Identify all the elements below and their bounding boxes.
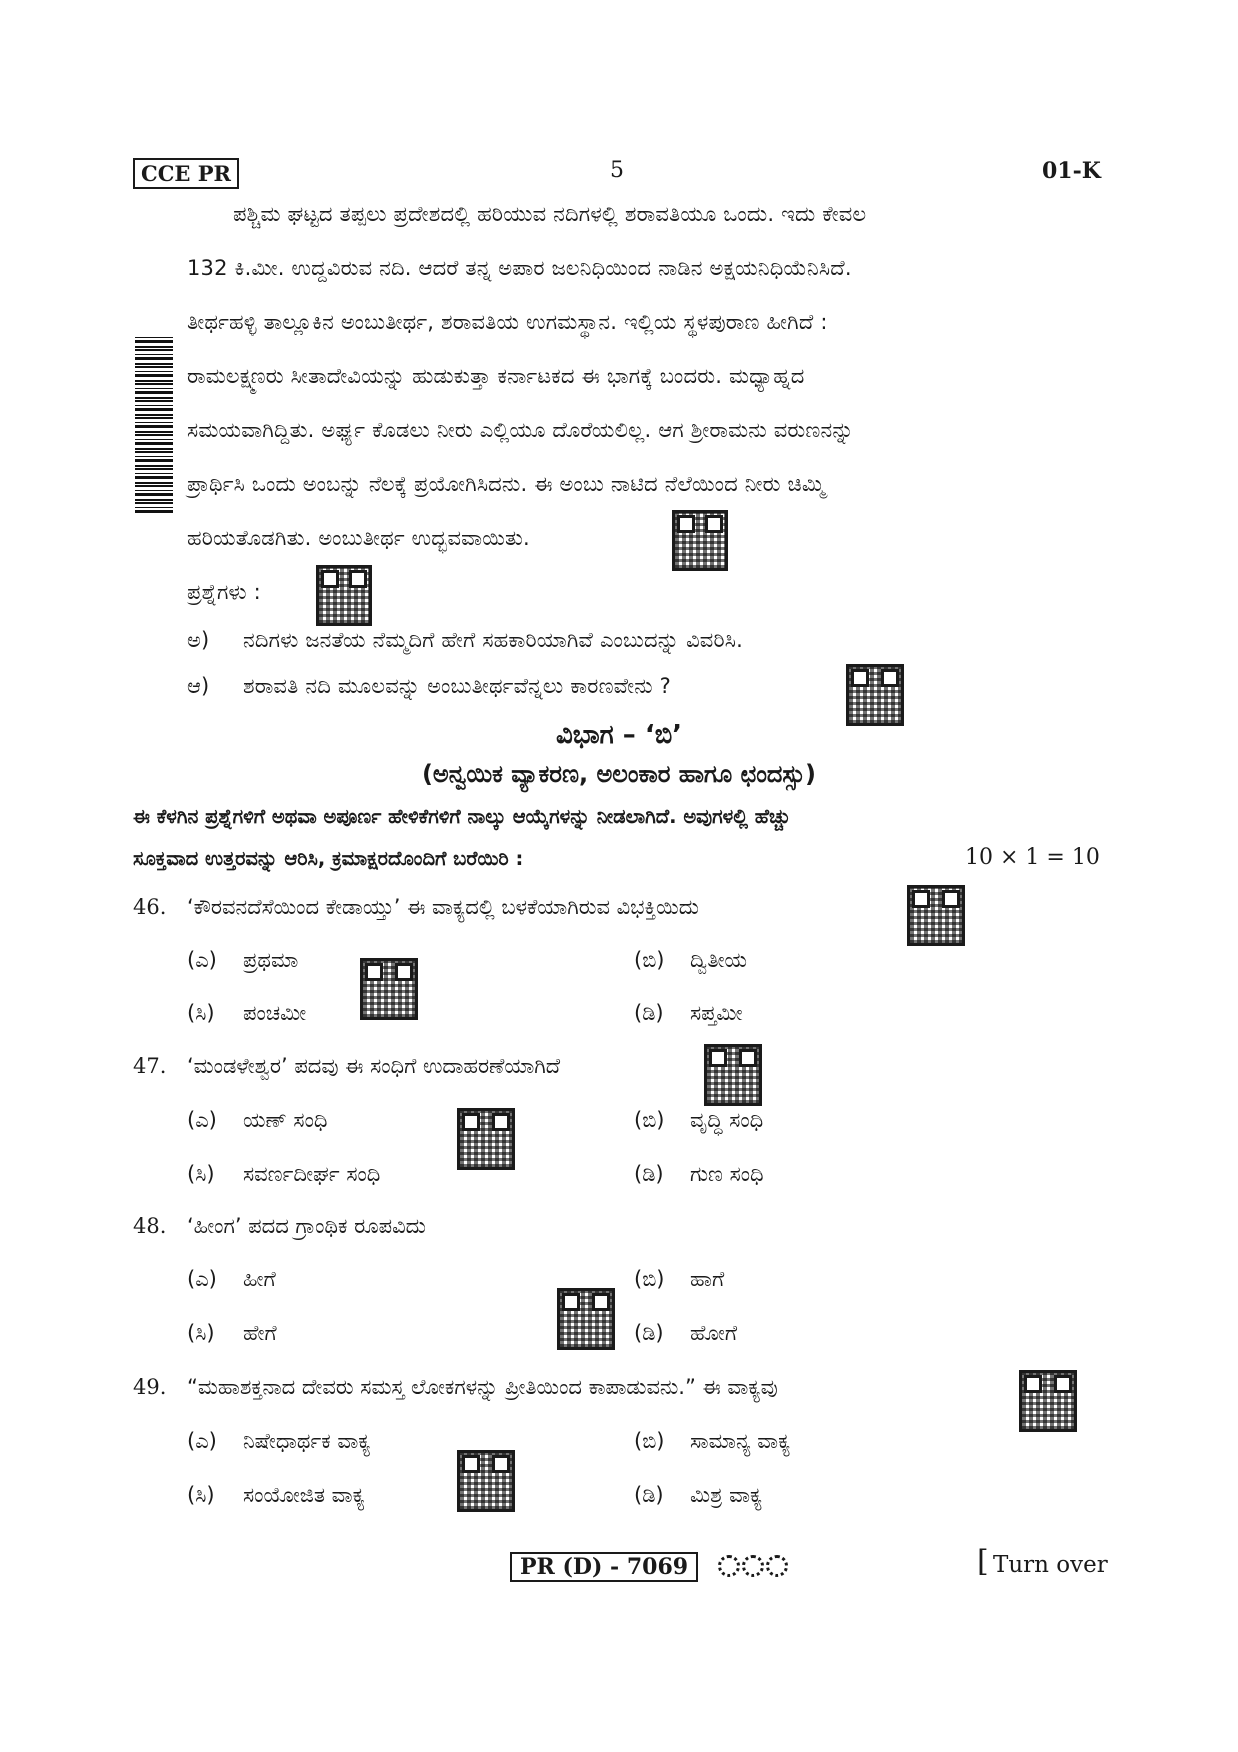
option-text: ಸಂಯೋಜಿತ ವಾಕ್ಯ <box>243 1483 365 1507</box>
option-text: ಹೋಗೆ <box>690 1321 738 1345</box>
question-number: 47. <box>133 1054 167 1078</box>
qr-code-icon <box>672 510 728 571</box>
question-marker: ಆ) <box>187 674 210 698</box>
option-text: ಮಿಶ್ರ ವಾಕ್ಯ <box>690 1483 763 1507</box>
option-marker: (ಡಿ) <box>634 1001 664 1025</box>
page-number: 5 <box>610 158 624 183</box>
option-marker: (ಎ) <box>187 1429 217 1453</box>
header-left-box: CCE PR <box>133 158 239 189</box>
option-marker: (ಸಿ) <box>187 1321 215 1345</box>
question-text: ನದಿಗಳು ಜನತೆಯ ನೆಮ್ಮದಿಗೆ ಹೇಗೆ ಸಹಕಾರಿಯಾಗಿವೆ ಎಂಬುದನ್ನು ವಿವರಿಸಿ. <box>243 628 744 652</box>
barcode-icon <box>135 335 173 513</box>
option-marker: (ಡಿ) <box>634 1483 664 1507</box>
option-marker: (ಬಿ) <box>634 1267 665 1291</box>
option-marker: (ಬಿ) <box>634 948 665 972</box>
option-text: ವೃದ್ಧಿ ಸಂಧಿ <box>690 1108 764 1132</box>
question-text: ‘ಮಂಡಳೇಶ್ವರ’ ಪದವು ಈ ಸಂಧಿಗೆ ಉದಾಹರಣೆಯಾಗಿದೆ <box>187 1054 561 1078</box>
instruction-line: ಸೂಕ್ತವಾದ ಉತ್ತರವನ್ನು ಆರಿಸಿ, ಕ್ರಮಾಕ್ಷರದೊಂದಿಗೆ ಬರೆಯಿರಿ : <box>133 847 524 870</box>
option-marker: (ಸಿ) <box>187 1162 215 1186</box>
question-text: ‘ಹೀಂಗ’ ಪದದ ಗ್ರಾಂಥಿಕ ರೂಪವಿದು <box>187 1214 426 1238</box>
question-number: 49. <box>133 1375 167 1399</box>
qr-code-icon <box>557 1288 615 1350</box>
turn-over-label: Turn over <box>993 1552 1108 1578</box>
footer-code-box: PR (D) - 7069 <box>510 1552 698 1582</box>
question-text: “ಮಹಾಶಕ್ತನಾದ ದೇವರು ಸಮಸ್ತ ಲೋಕಗಳನ್ನು ಪ್ರೀತಿಯಿಂದ ಕಾಪಾಡುವನು.” ಈ ವಾಕ್ಯವು <box>187 1375 778 1399</box>
section-title: ವಿಭಾಗ – ‘ಬಿ’ <box>555 720 683 750</box>
paper-code: 01-K <box>1042 158 1101 184</box>
qr-code-icon <box>704 1044 762 1106</box>
question-number: 48. <box>133 1214 167 1238</box>
option-text: ನಿಷೇಧಾರ್ಥಕ ವಾಕ್ಯ <box>243 1429 371 1453</box>
option-marker: (ಡಿ) <box>634 1162 664 1186</box>
option-text: ಸಾಮಾನ್ಯ ವಾಕ್ಯ <box>690 1429 791 1453</box>
passage-line: ರಾಮಲಕ್ಷ್ಮಣರು ಸೀತಾದೇವಿಯನ್ನು ಹುಡುಕುತ್ತಾ ಕರ್ನಾಟಕದ ಈ ಭಾಗಕ್ಕೆ ಬಂದರು. ಮಧ್ಯಾಹ್ನದ <box>187 364 805 388</box>
qr-code-icon <box>316 565 372 626</box>
question-text: ಶರಾವತಿ ನದಿ ಮೂಲವನ್ನು ಅಂಬುತೀರ್ಥವೆನ್ನಲು ಕಾರಣವೇನು ? <box>243 674 672 698</box>
option-text: ಗುಣ ಸಂಧಿ <box>690 1162 764 1186</box>
section-subtitle: (ಅನ್ವಯಿಕ ವ್ಯಾಕರಣ, ಅಲಂಕಾರ ಹಾಗೂ ಛಂದಸ್ಸು) <box>421 760 817 788</box>
option-marker: (ಸಿ) <box>187 1001 215 1025</box>
qr-code-icon <box>1019 1370 1077 1432</box>
passage-line: ಹರಿಯತೊಡಗಿತು. ಅಂಬುತೀರ್ಥ ಉದ್ಭವವಾಯಿತು. <box>187 526 530 550</box>
option-text: ಸಪ್ತಮೀ <box>690 1001 743 1025</box>
option-marker: (ಎ) <box>187 1267 217 1291</box>
qr-code-icon <box>846 664 904 726</box>
option-text: ದ್ವಿತೀಯ <box>690 948 747 972</box>
option-text: ಹೀಗೆ <box>243 1267 276 1291</box>
instruction-line: ಈ ಕೆಳಗಿನ ಪ್ರಶ್ನೆಗಳಿಗೆ ಅಥವಾ ಅಪೂರ್ಣ ಹೇಳಿಕೆಗಳಿಗೆ ನಾಲ್ಕು ಆಯ್ಕೆಗಳನ್ನು ನೀಡಲಾಗಿದೆ. ಅವುಗಳಲ್ಲಿ ಹೆಚ್ಚು <box>133 805 791 828</box>
flower-ornament-icon <box>718 1555 790 1581</box>
question-number: 46. <box>133 895 167 919</box>
passage-line: 132 ಕಿ.ಮೀ. ಉದ್ದವಿರುವ ನದಿ. ಆದರೆ ತನ್ನ ಅಪಾರ ಜಲನಿಧಿಯಿಂದ ನಾಡಿನ ಅಕ್ಷಯನಿಧಿಯೆನಿಸಿದೆ. <box>187 256 852 280</box>
passage-line: ಪಶ್ಚಿಮ ಘಟ್ಟದ ತಪ್ಪಲು ಪ್ರದೇಶದಲ್ಲಿ ಹರಿಯುವ ನದಿಗಳಲ್ಲಿ ಶರಾವತಿಯೂ ಒಂದು. ಇದು ಕೇವಲ <box>233 202 867 226</box>
qr-code-icon <box>907 885 965 946</box>
turn-over-bracket: [ <box>977 1544 989 1579</box>
qr-code-icon <box>457 1108 515 1170</box>
question-marker: ಅ) <box>187 628 210 652</box>
option-marker: (ಡಿ) <box>634 1321 664 1345</box>
option-text: ಯಣ್ ಸಂಧಿ <box>243 1108 328 1132</box>
passage-line: ತೀರ್ಥಹಳ್ಳಿ ತಾಲ್ಲೂಕಿನ ಅಂಬುತೀರ್ಥ, ಶರಾವತಿಯ ಉಗಮಸ್ಥಾನ. ಇಲ್ಲಿಯ ಸ್ಥಳಪುರಾಣ ಹೀಗಿದೆ : <box>187 310 828 334</box>
passage-line: ಪ್ರಾರ್ಥಿಸಿ ಒಂದು ಅಂಬನ್ನು ನೆಲಕ್ಕೆ ಪ್ರಯೋಗಿಸಿದನು. ಈ ಅಂಬು ನಾಟಿದ ನೆಲೆಯಿಂದ ನೀರು ಚಿಮ್ಮಿ <box>187 472 825 496</box>
option-marker: (ಎ) <box>187 948 217 972</box>
marks-label: 10 × 1 = 10 <box>965 845 1100 870</box>
option-text: ಹೇಗೆ <box>243 1321 277 1345</box>
option-marker: (ಸಿ) <box>187 1483 215 1507</box>
option-marker: (ಬಿ) <box>634 1108 665 1132</box>
question-text: ‘ಕೌರವನದೆಸೆಯಿಂದ ಕೇಡಾಯ್ತು’ ಈ ವಾಕ್ಯದಲ್ಲಿ ಬಳಕೆಯಾಗಿರುವ ವಿಭಕ್ತಿಯಿದು <box>187 895 699 919</box>
option-marker: (ಬಿ) <box>634 1429 665 1453</box>
passage-line: ಸಮಯವಾಗಿದ್ದಿತು. ಅರ್ಘ್ಯ ಕೊಡಲು ನೀರು ಎಲ್ಲಿಯೂ ದೊರೆಯಲಿಲ್ಲ. ಆಗ ಶ್ರೀರಾಮನು ವರುಣನನ್ನು <box>187 418 854 442</box>
qr-code-icon <box>360 958 418 1020</box>
option-text: ಪಂಚಮೀ <box>243 1001 307 1025</box>
option-text: ಸವರ್ಣದೀರ್ಘ ಸಂಧಿ <box>243 1162 381 1186</box>
option-text: ಪ್ರಥಮಾ <box>243 948 299 972</box>
option-marker: (ಎ) <box>187 1108 217 1132</box>
option-text: ಹಾಗೆ <box>690 1267 725 1291</box>
qr-code-icon <box>457 1450 515 1512</box>
questions-label: ಪ್ರಶ್ನೆಗಳು : <box>187 580 261 604</box>
